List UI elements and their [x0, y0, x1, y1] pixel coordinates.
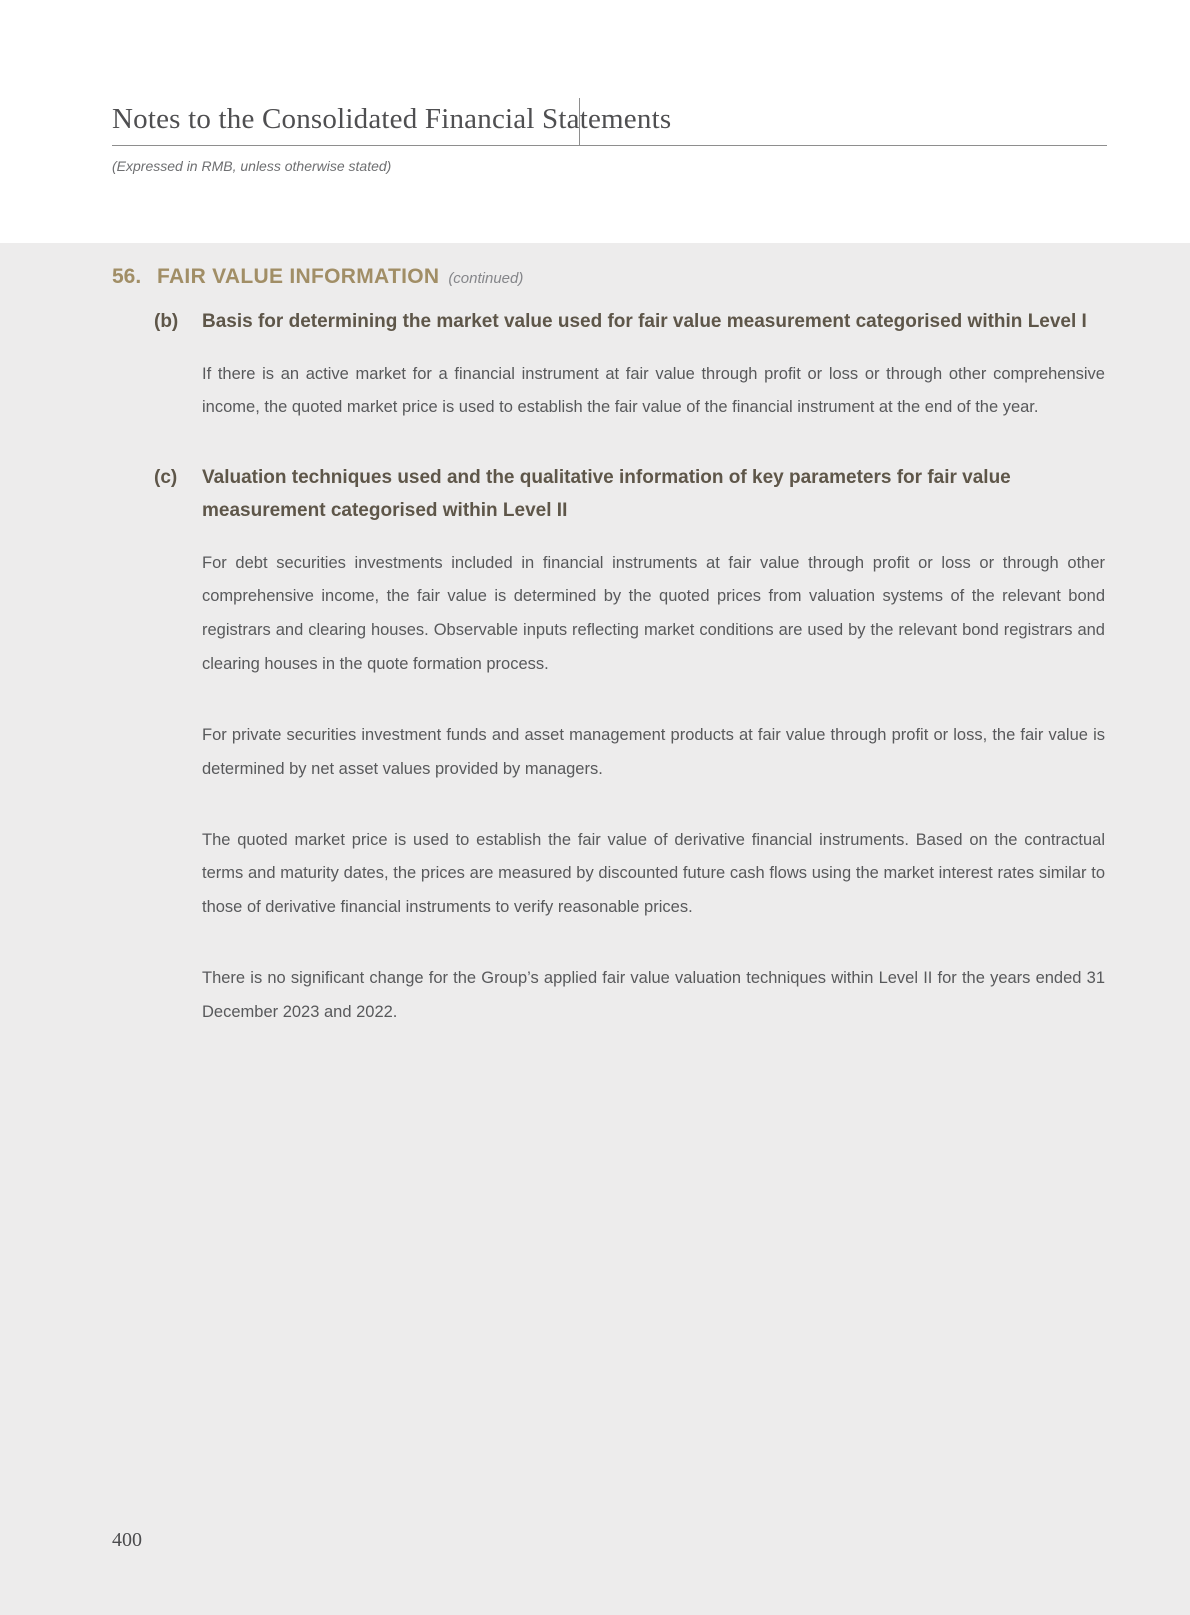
subsection-b-heading: Basis for determining the market value used for fair value measurement categorised within Level I: [202, 311, 1087, 332]
paragraph: For private securities investment funds and asset management products at fair value through profit or loss, the fair value is determined by net asset values provided by managers.: [202, 725, 1105, 778]
section-number: 56.: [112, 265, 142, 288]
paragraph: There is no significant change for the Group’s applied fair value valuation techniques within Level II for the years ended 31 December 2023 and 2022.: [202, 968, 1105, 1021]
subsection-c-body: [202, 547, 1105, 1030]
content-area: [0, 243, 1190, 1615]
subsection-c-heading-row: [154, 462, 1105, 527]
paragraph: For debt securities investments included in financial instruments at fair value through profit or loss or through other comprehensive income, the fair value is determined by the quoted prices from valuation systems of the relevant bond registrars and clearing houses. Observable inputs reflecting market conditions are used by the relevant bond registrars and clearing houses in the quote formation process.: [202, 553, 1105, 674]
paragraph: The quoted market price is used to establish the fair value of derivative financial instruments. Based on the contractual terms and maturity dates, the prices are measured by discounted future cash flows using the market interest rates similar to those of derivative financial instruments to verify reasonable prices.: [202, 830, 1105, 917]
subsection-b: [154, 306, 1105, 425]
header-title-row: [112, 96, 1107, 146]
section-title: FAIR VALUE INFORMATION: [157, 265, 440, 288]
subsection-c: [154, 462, 1105, 1029]
subsection-b-body: [202, 358, 1105, 426]
subsection-b-heading-row: [154, 306, 1105, 339]
page-title: Notes to the Consolidated Financial Statements: [112, 103, 672, 135]
subsection-c-heading: Valuation techniques used and the qualitative information of key parameters for fair value measurement categorised within Level II: [202, 467, 1011, 521]
header-vertical-divider: [579, 98, 580, 145]
page-number: 400: [112, 1529, 142, 1551]
header-subtitle: (Expressed in RMB, unless otherwise stated): [112, 158, 392, 174]
section-heading: [112, 265, 1105, 289]
subsection-b-label: (b): [154, 311, 179, 332]
paragraph: If there is an active market for a financial instrument at fair value through profit or loss or through other comprehensive income, the quoted market price is used to establish the fair value of the financial instrument at the end of the year.: [202, 364, 1105, 417]
section-continued-label: (continued): [448, 270, 524, 287]
subsection-c-label: (c): [154, 467, 178, 489]
page-header: [112, 96, 1107, 174]
